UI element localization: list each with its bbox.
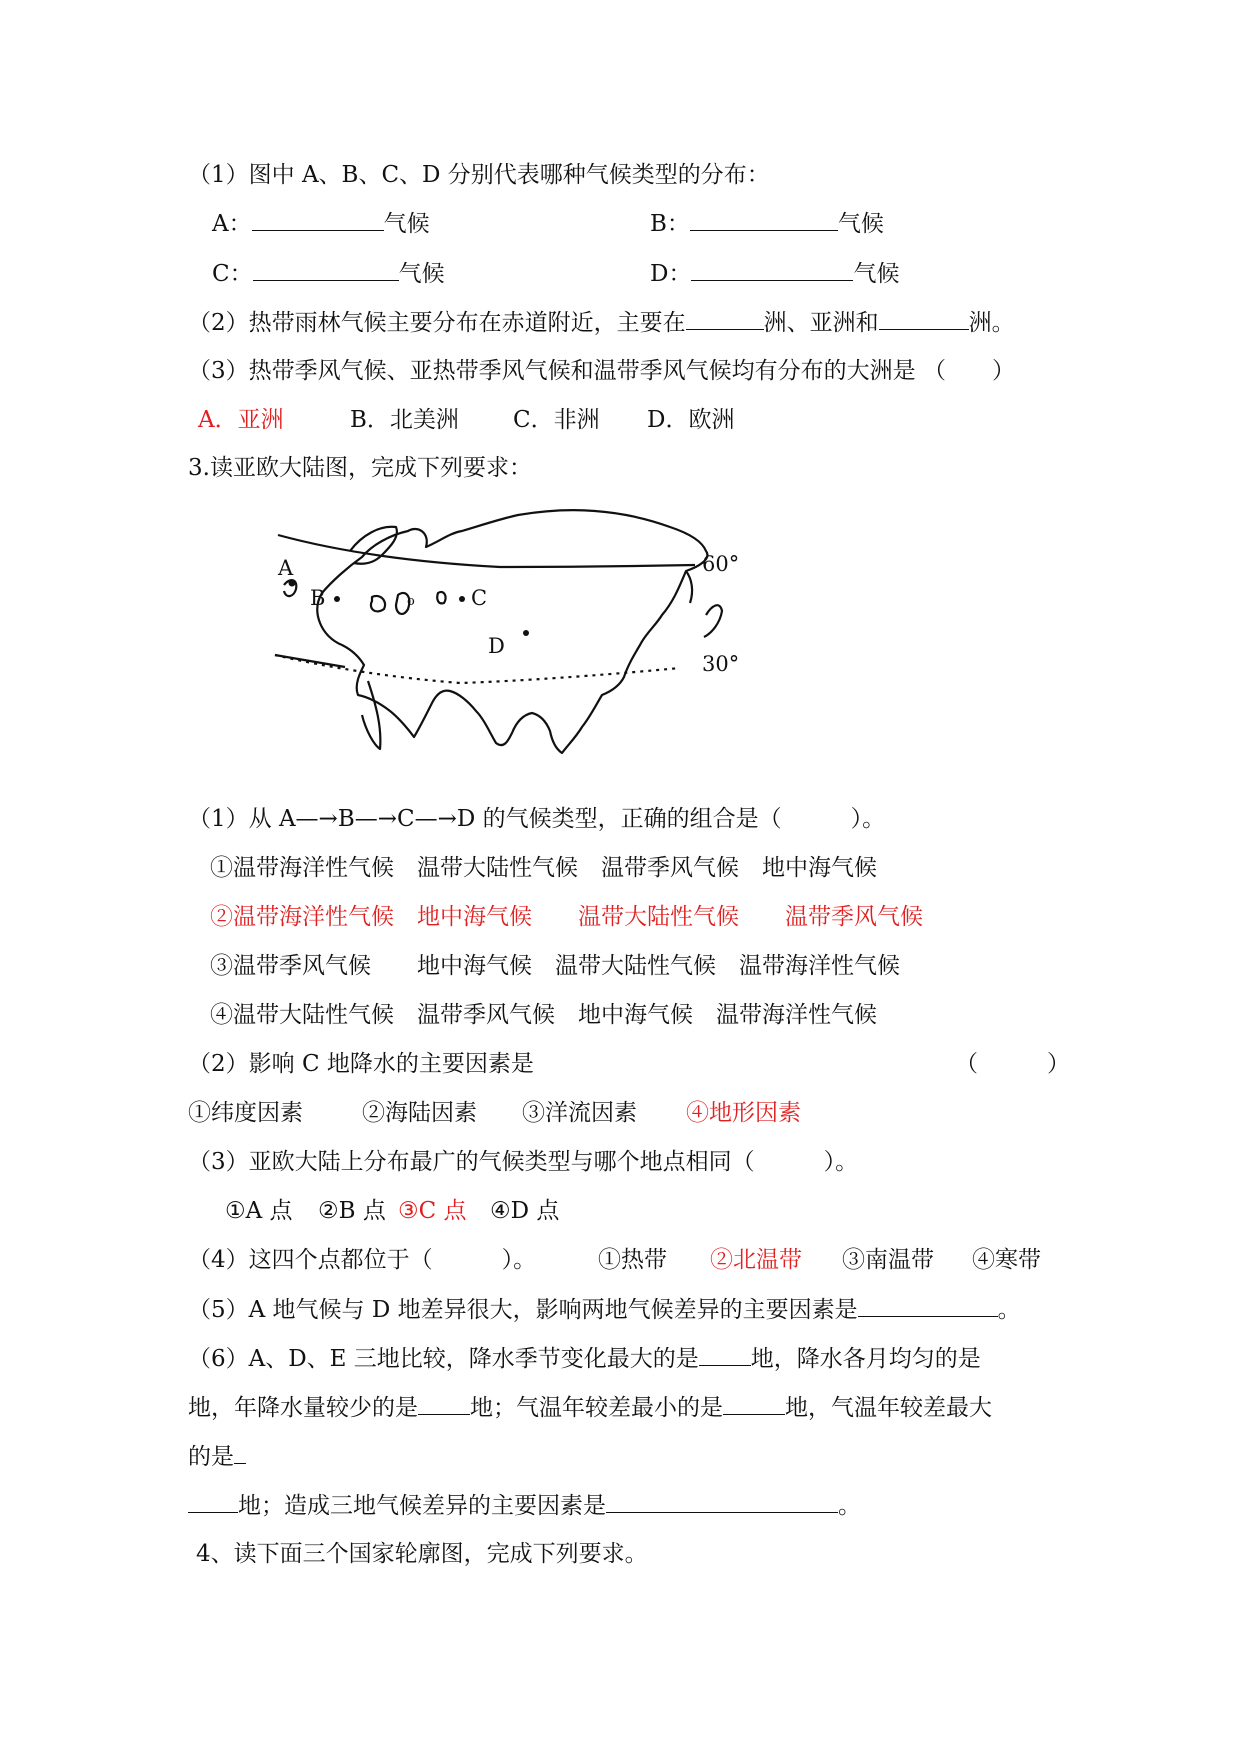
q2-option-b[interactable]: B．北美洲 <box>350 407 459 433</box>
label-b: B： <box>650 211 690 237</box>
label-d: D： <box>650 261 692 287</box>
q3-part4-option-3[interactable]: ③南温带 <box>842 1247 934 1273</box>
q3-part3-option-2[interactable]: ②B 点 <box>318 1198 386 1224</box>
climate-word: 气候 <box>837 211 884 237</box>
eurasia-map <box>250 505 770 775</box>
arabia <box>362 681 380 749</box>
q3-part6-line3 <box>188 1441 246 1472</box>
point-b-label: B <box>310 586 326 610</box>
climate-word: 气候 <box>853 261 900 287</box>
blank-max-range-start[interactable] <box>234 1441 246 1464</box>
q2-option-d[interactable]: D．欧洲 <box>647 407 735 433</box>
point-d-label: D <box>488 634 505 658</box>
q3-part1-option-2[interactable]: ②温带海洋性气候 地中海气候 温带大陆性气候 温带季风气候 <box>210 904 923 930</box>
parallel-60 <box>278 535 695 567</box>
point-c-marker <box>459 596 465 602</box>
blank-low-rainfall[interactable] <box>418 1392 470 1415</box>
label-a: A： <box>212 211 252 237</box>
q3-part6-text-2b: 地；气温年较差最小的是 <box>470 1395 723 1421</box>
q3-part2-option-2[interactable]: ②海陆因素 <box>362 1100 477 1126</box>
q3-part6-text-3: 的是 <box>188 1444 234 1470</box>
q3-part2-option-3[interactable]: ③洋流因素 <box>522 1100 637 1126</box>
q3-part6-text-1b: 地，降水各月均匀的是 <box>750 1346 981 1372</box>
q3-part3-option-3[interactable]: ③C 点 <box>398 1198 467 1224</box>
q2-part1-question: （1）图中 A、B、C、D 分别代表哪种气候类型的分布： <box>188 162 770 188</box>
point-d-marker <box>523 630 529 636</box>
q3-part3-option-1[interactable]: ①A 点 <box>225 1198 293 1224</box>
q3-part2-option-1[interactable]: ①纬度因素 <box>188 1100 303 1126</box>
q3-part1-option-4[interactable]: ④温带大陆性气候 温带季风气候 地中海气候 温带海洋性气候 <box>210 1002 877 1028</box>
point-b-marker <box>334 596 340 602</box>
q3-part2-option-4[interactable]: ④地形因素 <box>686 1100 801 1126</box>
q2-part2-question <box>188 307 1015 338</box>
blank-max-range[interactable] <box>188 1490 238 1513</box>
q2-part2-text-a: （2）热带雨林气候主要分布在赤道附近，主要在 <box>188 310 686 336</box>
q2-option-c[interactable]: C．非洲 <box>513 407 600 433</box>
q3-part6-line4 <box>188 1490 861 1521</box>
q3-part6-line2 <box>188 1392 992 1423</box>
climate-word: 气候 <box>383 211 430 237</box>
point-a-marker <box>289 580 296 587</box>
blank-main-factor[interactable] <box>606 1490 838 1513</box>
point-a-label: A <box>278 556 294 580</box>
japan <box>704 605 722 637</box>
q3-part1-option-3[interactable]: ③温带季风气候 地中海气候 温带大陆性气候 温带海洋性气候 <box>210 953 900 979</box>
sakhalin <box>686 571 692 603</box>
q3-part2-answer-paren: （ ） <box>955 1051 1070 1077</box>
q3-part6-line1 <box>188 1343 981 1374</box>
black-sea <box>371 596 385 612</box>
q3-part6-text-2c: 地，气温年较差最大 <box>785 1395 992 1421</box>
parallel-30 <box>275 655 680 683</box>
q3-part2-question: （2）影响 C 地降水的主要因素是 <box>188 1051 534 1077</box>
q3-part4-question: （4）这四个点都位于（ ）。 <box>188 1247 537 1273</box>
q3-part5-text: （5）A 地气候与 D 地差异很大，影响两地气候差异的主要因素是 <box>188 1297 858 1323</box>
eurasia-coastline <box>317 510 707 753</box>
point-c-dot: o <box>407 594 415 609</box>
q2-answer-b-row <box>650 208 884 239</box>
q2-option-a[interactable]: A．亚洲 <box>198 407 284 433</box>
q3-part6-text-2a: 地，年降水量较少的是 <box>188 1395 418 1421</box>
label-c: C： <box>212 261 253 287</box>
aral-sea <box>437 592 445 603</box>
blank-continent-2[interactable] <box>879 307 969 330</box>
blank-b[interactable] <box>690 208 838 231</box>
q3-title: 3.读亚欧大陆图，完成下列要求： <box>188 455 532 481</box>
q3-part3-option-4[interactable]: ④D 点 <box>490 1198 560 1224</box>
climate-word: 气候 <box>398 261 445 287</box>
q4-title: 4、读下面三个国家轮廓图，完成下列要求。 <box>196 1541 648 1567</box>
latitude-30-label: 30° <box>702 652 740 676</box>
q2-part3-question: （3）热带季风气候、亚热带季风气候和温带季风气候均有分布的大洲是 （ ） <box>188 358 1015 384</box>
q3-part5-question <box>188 1294 1021 1325</box>
q3-part6-text-4b: 。 <box>838 1493 861 1519</box>
q2-part2-text-c: 洲。 <box>968 310 1015 336</box>
blank-factor[interactable] <box>858 1294 998 1317</box>
q2-answer-c-row <box>212 258 445 289</box>
q3-part3-question: （3）亚欧大陆上分布最广的气候类型与哪个地点相同（ ）。 <box>188 1149 859 1175</box>
q3-part4-option-2[interactable]: ②北温带 <box>710 1247 802 1273</box>
q2-answer-a-row <box>212 208 430 239</box>
blank-c[interactable] <box>253 258 399 281</box>
q3-part1-question: （1）从 A—→B—→C—→D 的气候类型，正确的组合是（ ）。 <box>188 806 886 832</box>
blank-min-range[interactable] <box>723 1392 785 1415</box>
blank-a[interactable] <box>252 208 384 231</box>
point-c-label: C <box>471 586 488 610</box>
q3-part6-text-4a: 地；造成三地气候差异的主要因素是 <box>238 1493 606 1519</box>
q3-part4-option-4[interactable]: ④寒带 <box>972 1247 1041 1273</box>
q3-part5-end: 。 <box>997 1297 1021 1323</box>
blank-seasonal-variation[interactable] <box>699 1343 751 1366</box>
q3-part6-text-1a: （6）A、D、E 三地比较，降水季节变化最大的是 <box>188 1346 699 1372</box>
q3-part1-option-1[interactable]: ①温带海洋性气候 温带大陆性气候 温带季风气候 地中海气候 <box>210 855 877 881</box>
latitude-60-label: 60° <box>702 552 740 576</box>
q3-part4-option-1[interactable]: ①热带 <box>598 1247 667 1273</box>
q2-part2-text-b: 洲、亚洲和 <box>763 310 879 336</box>
blank-d[interactable] <box>691 258 853 281</box>
q2-answer-d-row <box>650 258 899 289</box>
parallel-30-solid <box>275 655 345 667</box>
blank-continent-1[interactable] <box>686 307 764 330</box>
